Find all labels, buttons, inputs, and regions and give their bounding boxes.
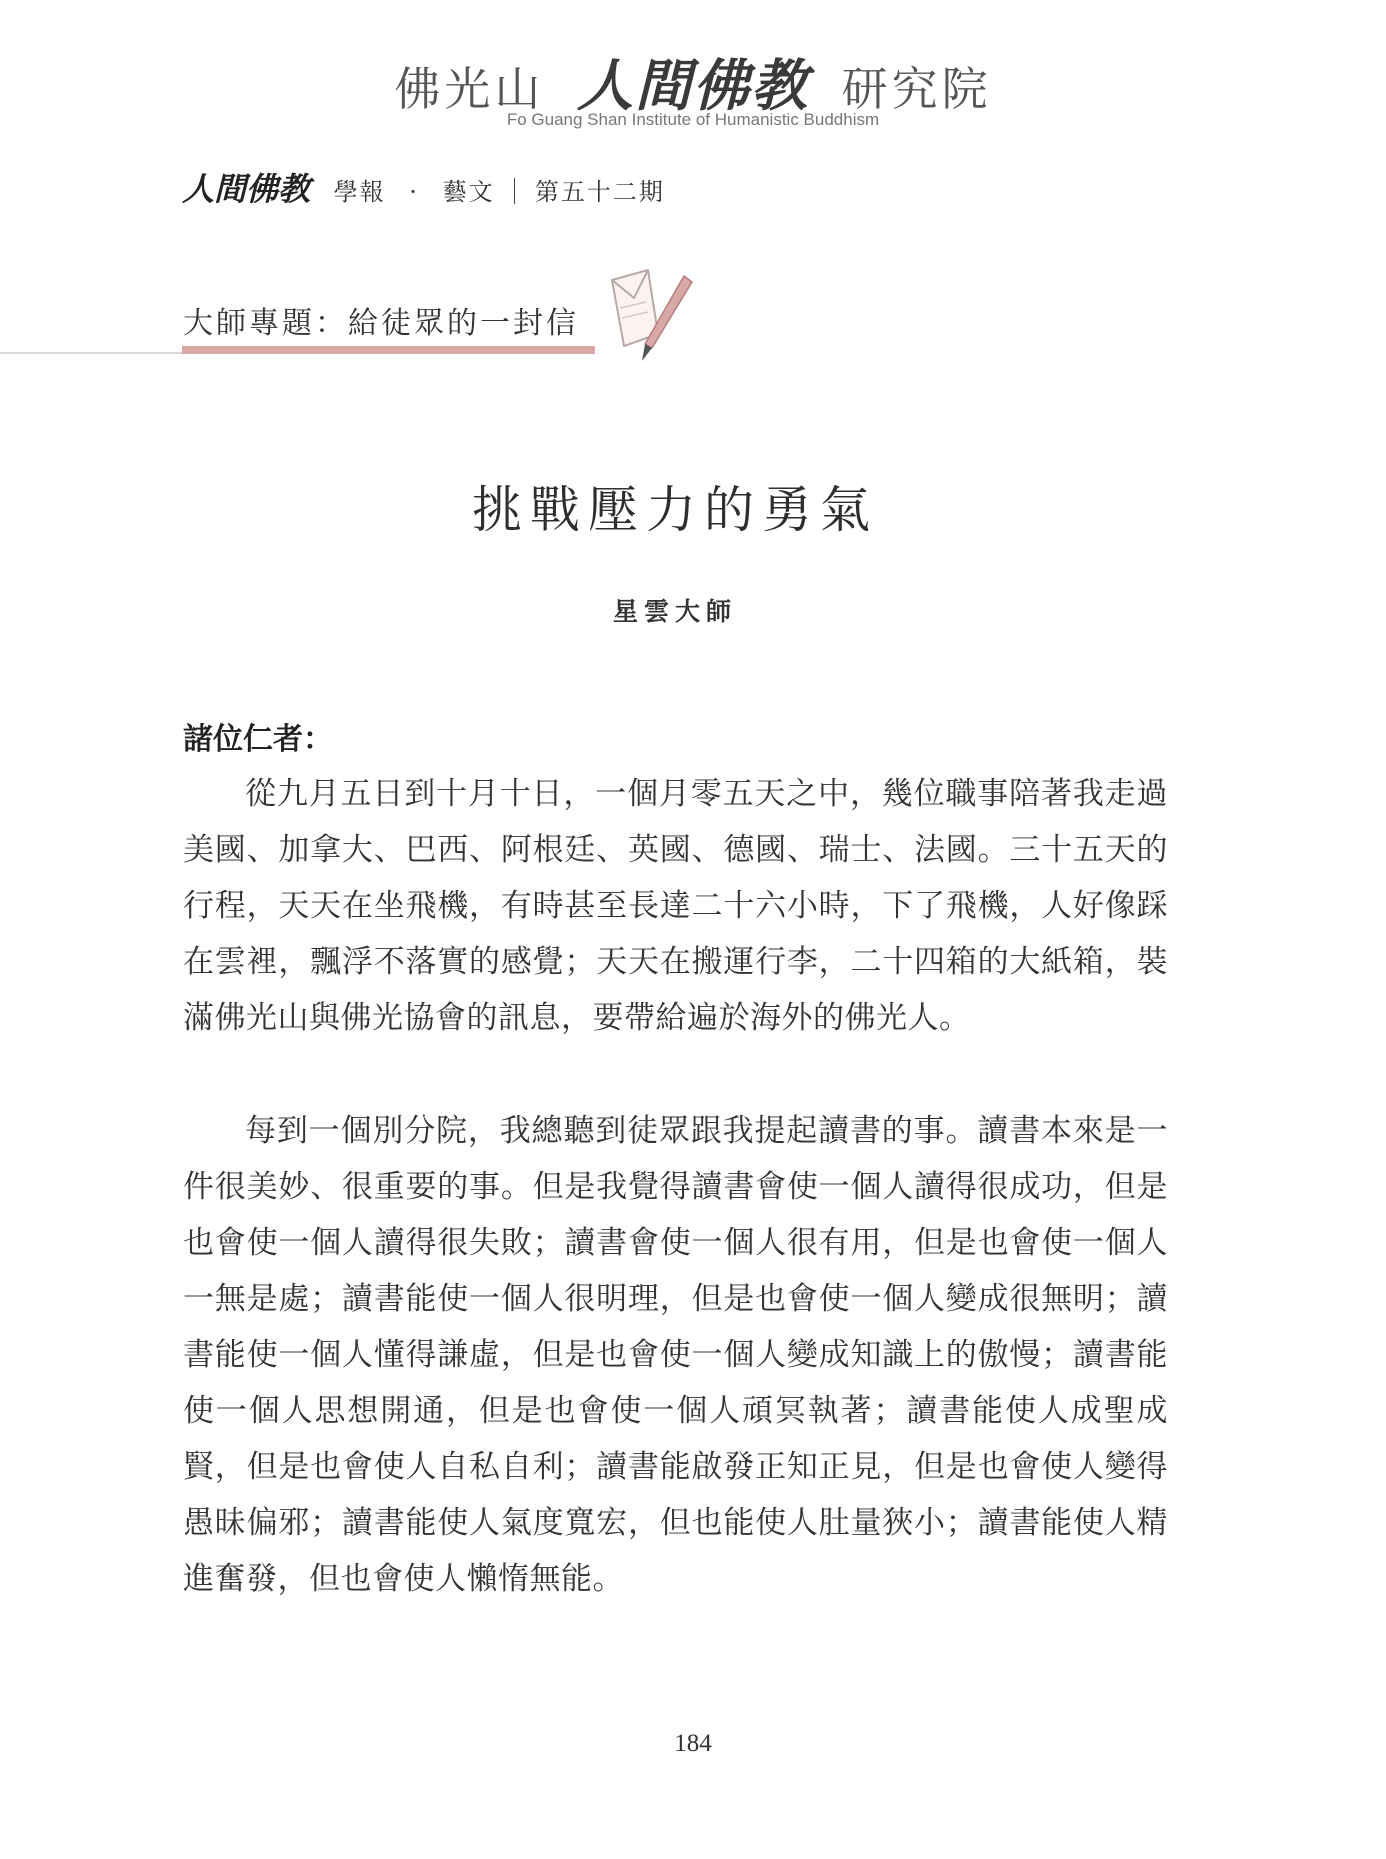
body-paragraph-1: 從九月五日到十月十日，一個月零五天之中，幾位職事陪著我走過美國、加拿大、巴西、阿根廷、英國、德國、瑞士、法國。三十五天的行程，天天在坐飛機，有時甚至長達二十六小時，下了飛機，人好像踩在雲裡，飄浮不落實的感覺；天天在搬運行李，二十四箱的大紙箱，裝滿佛光山與佛光協會的訊息，要帶給遍於海外的佛光人。	[183, 776, 1168, 1036]
section-rule-left	[0, 352, 182, 354]
journal-issue: 第五十二期	[534, 178, 665, 206]
journal-separator-dot: ·	[409, 178, 419, 206]
institute-english-name: Fo Guang Shan Institute of Humanistic Buddhism	[506, 110, 880, 129]
journal-category: 藝文	[442, 178, 495, 206]
institute-title-right: 研究院	[841, 62, 992, 116]
body-paragraph-2: 每到一個別分院，我總聽到徒眾跟我提起讀書的事。讀書本來是一件很美妙、很重要的事。但是我覺得讀書會使一個人讀得很成功，但是也會使一個人讀得很失敗；讀書會使一個人很有用，但是也會使一個人一無是處；讀書能使一個人很明理，但是也會使一個人變成很無明；讀書能使一個人懂得謙虛，但是也會使一個人變成知識上的傲慢；讀書能使一個人思想開通，但是也會使一個人頑冥執著；讀書能使人成聖成賢，但是也會使人自私自利；讀書能啟發正知正見，但是也會使人變得愚昧偏邪；讀書能使人氣度寬宏，但也能使人肚量狹小；讀書能使人精進奮發，但也會使人懶惰無能。	[183, 1113, 1168, 1597]
journal-divider	[514, 178, 515, 204]
salutation: 諸位仁者：	[183, 722, 333, 757]
journal-logo: 人間佛教	[182, 170, 311, 208]
section-underline	[182, 346, 595, 354]
journal-name: 學報	[333, 178, 386, 206]
article-title: 挑戰壓力的勇氣	[472, 481, 878, 539]
journal-header	[182, 164, 665, 210]
page-number: 184	[674, 1730, 712, 1757]
institute-logo: 人間佛教	[577, 53, 809, 119]
article-author: 星雲大師	[612, 597, 737, 626]
institute-title-left: 佛光山	[394, 62, 545, 116]
section-title: 大師專題：給徒眾的一封信	[183, 306, 579, 341]
letter-and-brush-icon	[602, 264, 702, 364]
